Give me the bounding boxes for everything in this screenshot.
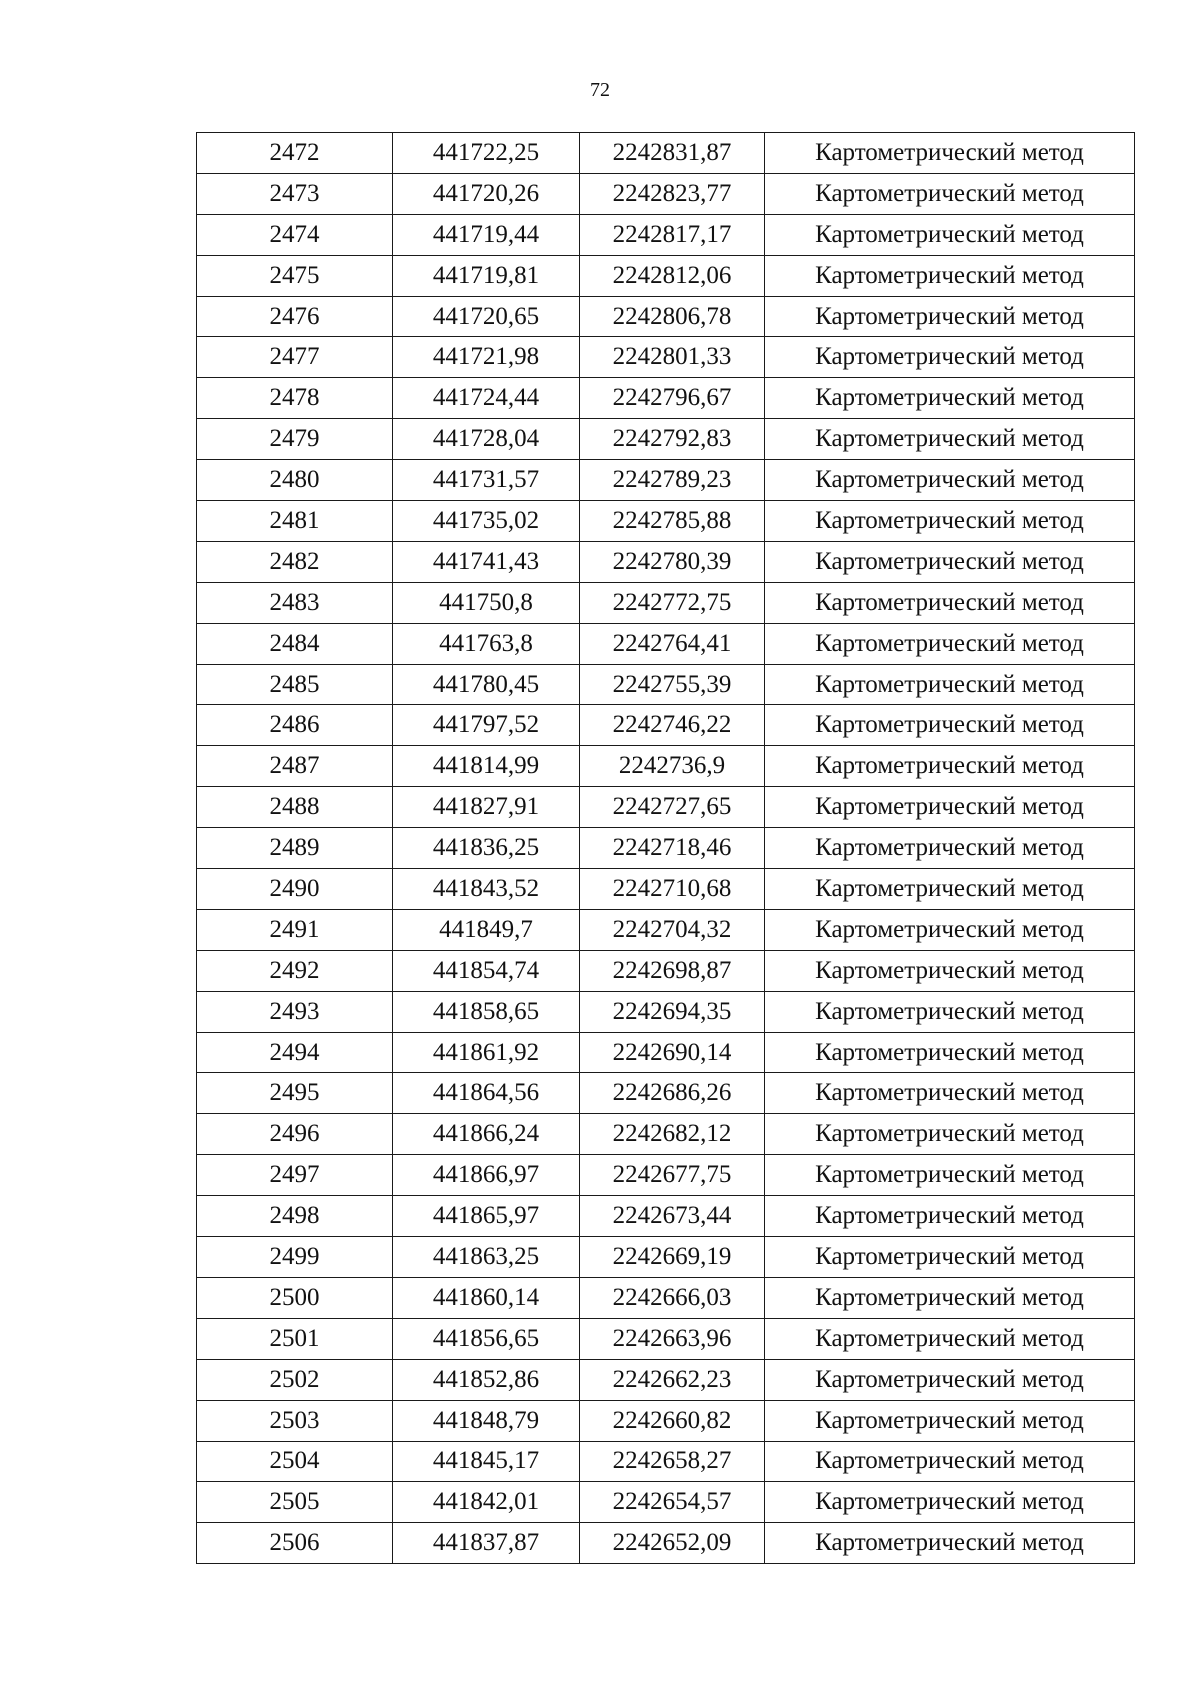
y-coordinate-cell: 2242831,87 [580, 133, 765, 174]
x-coordinate-cell: 441780,45 [393, 664, 580, 705]
table-row [197, 1114, 1135, 1155]
method-cell: Картометрический метод [765, 1400, 1135, 1441]
coordinates-table-body [197, 133, 1135, 1564]
point-number-cell: 2485 [197, 664, 393, 705]
y-coordinate-cell: 2242746,22 [580, 705, 765, 746]
method-cell: Картометрический метод [765, 1237, 1135, 1278]
method-cell: Картометрический метод [765, 1196, 1135, 1237]
y-coordinate-cell: 2242780,39 [580, 541, 765, 582]
method-cell: Картометрический метод [765, 664, 1135, 705]
point-number-cell: 2475 [197, 255, 393, 296]
table-row [197, 1482, 1135, 1523]
table-row [197, 1277, 1135, 1318]
point-number-cell: 2487 [197, 746, 393, 787]
table-row [197, 828, 1135, 869]
y-coordinate-cell: 2242710,68 [580, 869, 765, 910]
method-cell: Картометрический метод [765, 419, 1135, 460]
y-coordinate-cell: 2242652,09 [580, 1523, 765, 1564]
y-coordinate-cell: 2242662,23 [580, 1359, 765, 1400]
y-coordinate-cell: 2242677,75 [580, 1155, 765, 1196]
method-cell: Картометрический метод [765, 746, 1135, 787]
table-row [197, 337, 1135, 378]
table-row [197, 214, 1135, 255]
table-row [197, 173, 1135, 214]
table-row [197, 746, 1135, 787]
y-coordinate-cell: 2242789,23 [580, 460, 765, 501]
point-number-cell: 2493 [197, 991, 393, 1032]
table-row [197, 991, 1135, 1032]
point-number-cell: 2499 [197, 1237, 393, 1278]
coordinates-table [196, 132, 1135, 1564]
x-coordinate-cell: 441724,44 [393, 378, 580, 419]
x-coordinate-cell: 441728,04 [393, 419, 580, 460]
point-number-cell: 2490 [197, 869, 393, 910]
y-coordinate-cell: 2242666,03 [580, 1277, 765, 1318]
point-number-cell: 2479 [197, 419, 393, 460]
point-number-cell: 2500 [197, 1277, 393, 1318]
point-number-cell: 2473 [197, 173, 393, 214]
y-coordinate-cell: 2242796,67 [580, 378, 765, 419]
method-cell: Картометрический метод [765, 705, 1135, 746]
method-cell: Картометрический метод [765, 214, 1135, 255]
point-number-cell: 2492 [197, 950, 393, 991]
point-number-cell: 2497 [197, 1155, 393, 1196]
table-row [197, 1155, 1135, 1196]
y-coordinate-cell: 2242812,06 [580, 255, 765, 296]
y-coordinate-cell: 2242669,19 [580, 1237, 765, 1278]
y-coordinate-cell: 2242690,14 [580, 1032, 765, 1073]
y-coordinate-cell: 2242823,77 [580, 173, 765, 214]
table-row [197, 909, 1135, 950]
x-coordinate-cell: 441849,7 [393, 909, 580, 950]
x-coordinate-cell: 441863,25 [393, 1237, 580, 1278]
point-number-cell: 2506 [197, 1523, 393, 1564]
method-cell: Картометрический метод [765, 1073, 1135, 1114]
x-coordinate-cell: 441856,65 [393, 1318, 580, 1359]
method-cell: Картометрический метод [765, 1482, 1135, 1523]
x-coordinate-cell: 441719,44 [393, 214, 580, 255]
x-coordinate-cell: 441836,25 [393, 828, 580, 869]
table-row [197, 1073, 1135, 1114]
point-number-cell: 2478 [197, 378, 393, 419]
table-row [197, 419, 1135, 460]
method-cell: Картометрический метод [765, 1318, 1135, 1359]
x-coordinate-cell: 441814,99 [393, 746, 580, 787]
method-cell: Картометрический метод [765, 296, 1135, 337]
method-cell: Картометрический метод [765, 582, 1135, 623]
y-coordinate-cell: 2242658,27 [580, 1441, 765, 1482]
table-row [197, 1523, 1135, 1564]
point-number-cell: 2498 [197, 1196, 393, 1237]
point-number-cell: 2496 [197, 1114, 393, 1155]
point-number-cell: 2477 [197, 337, 393, 378]
method-cell: Картометрический метод [765, 1032, 1135, 1073]
point-number-cell: 2491 [197, 909, 393, 950]
method-cell: Картометрический метод [765, 1114, 1135, 1155]
point-number-cell: 2503 [197, 1400, 393, 1441]
method-cell: Картометрический метод [765, 501, 1135, 542]
x-coordinate-cell: 441750,8 [393, 582, 580, 623]
method-cell: Картометрический метод [765, 541, 1135, 582]
y-coordinate-cell: 2242785,88 [580, 501, 765, 542]
x-coordinate-cell: 441848,79 [393, 1400, 580, 1441]
method-cell: Картометрический метод [765, 1155, 1135, 1196]
x-coordinate-cell: 441854,74 [393, 950, 580, 991]
x-coordinate-cell: 441866,24 [393, 1114, 580, 1155]
point-number-cell: 2481 [197, 501, 393, 542]
table-row [197, 787, 1135, 828]
table-row [197, 1032, 1135, 1073]
x-coordinate-cell: 441731,57 [393, 460, 580, 501]
table-row [197, 950, 1135, 991]
x-coordinate-cell: 441720,65 [393, 296, 580, 337]
point-number-cell: 2489 [197, 828, 393, 869]
method-cell: Картометрический метод [765, 1277, 1135, 1318]
method-cell: Картометрический метод [765, 1523, 1135, 1564]
point-number-cell: 2501 [197, 1318, 393, 1359]
table-row [197, 1441, 1135, 1482]
y-coordinate-cell: 2242698,87 [580, 950, 765, 991]
x-coordinate-cell: 441842,01 [393, 1482, 580, 1523]
point-number-cell: 2486 [197, 705, 393, 746]
method-cell: Картометрический метод [765, 1441, 1135, 1482]
y-coordinate-cell: 2242801,33 [580, 337, 765, 378]
point-number-cell: 2476 [197, 296, 393, 337]
point-number-cell: 2504 [197, 1441, 393, 1482]
point-number-cell: 2483 [197, 582, 393, 623]
table-row [197, 501, 1135, 542]
method-cell: Картометрический метод [765, 460, 1135, 501]
x-coordinate-cell: 441837,87 [393, 1523, 580, 1564]
x-coordinate-cell: 441827,91 [393, 787, 580, 828]
table-row [197, 133, 1135, 174]
point-number-cell: 2474 [197, 214, 393, 255]
y-coordinate-cell: 2242663,96 [580, 1318, 765, 1359]
y-coordinate-cell: 2242792,83 [580, 419, 765, 460]
x-coordinate-cell: 441865,97 [393, 1196, 580, 1237]
y-coordinate-cell: 2242727,65 [580, 787, 765, 828]
method-cell: Картометрический метод [765, 991, 1135, 1032]
x-coordinate-cell: 441720,26 [393, 173, 580, 214]
x-coordinate-cell: 441719,81 [393, 255, 580, 296]
point-number-cell: 2495 [197, 1073, 393, 1114]
table-row [197, 1196, 1135, 1237]
x-coordinate-cell: 441852,86 [393, 1359, 580, 1400]
y-coordinate-cell: 2242736,9 [580, 746, 765, 787]
y-coordinate-cell: 2242806,78 [580, 296, 765, 337]
x-coordinate-cell: 441735,02 [393, 501, 580, 542]
table-row [197, 582, 1135, 623]
method-cell: Картометрический метод [765, 869, 1135, 910]
y-coordinate-cell: 2242660,82 [580, 1400, 765, 1441]
method-cell: Картометрический метод [765, 173, 1135, 214]
method-cell: Картометрический метод [765, 950, 1135, 991]
method-cell: Картометрический метод [765, 255, 1135, 296]
y-coordinate-cell: 2242772,75 [580, 582, 765, 623]
point-number-cell: 2480 [197, 460, 393, 501]
method-cell: Картометрический метод [765, 623, 1135, 664]
y-coordinate-cell: 2242817,17 [580, 214, 765, 255]
table-row [197, 664, 1135, 705]
table-row [197, 460, 1135, 501]
y-coordinate-cell: 2242682,12 [580, 1114, 765, 1155]
method-cell: Картометрический метод [765, 787, 1135, 828]
page-number: 72 [590, 79, 610, 101]
table-row [197, 1318, 1135, 1359]
y-coordinate-cell: 2242654,57 [580, 1482, 765, 1523]
x-coordinate-cell: 441797,52 [393, 705, 580, 746]
method-cell: Картометрический метод [765, 378, 1135, 419]
method-cell: Картометрический метод [765, 828, 1135, 869]
y-coordinate-cell: 2242694,35 [580, 991, 765, 1032]
y-coordinate-cell: 2242755,39 [580, 664, 765, 705]
x-coordinate-cell: 441741,43 [393, 541, 580, 582]
method-cell: Картометрический метод [765, 133, 1135, 174]
y-coordinate-cell: 2242764,41 [580, 623, 765, 664]
x-coordinate-cell: 441866,97 [393, 1155, 580, 1196]
x-coordinate-cell: 441843,52 [393, 869, 580, 910]
point-number-cell: 2472 [197, 133, 393, 174]
table-row [197, 541, 1135, 582]
y-coordinate-cell: 2242686,26 [580, 1073, 765, 1114]
y-coordinate-cell: 2242673,44 [580, 1196, 765, 1237]
method-cell: Картометрический метод [765, 909, 1135, 950]
x-coordinate-cell: 441845,17 [393, 1441, 580, 1482]
point-number-cell: 2484 [197, 623, 393, 664]
point-number-cell: 2494 [197, 1032, 393, 1073]
x-coordinate-cell: 441858,65 [393, 991, 580, 1032]
table-row [197, 869, 1135, 910]
point-number-cell: 2488 [197, 787, 393, 828]
x-coordinate-cell: 441860,14 [393, 1277, 580, 1318]
x-coordinate-cell: 441861,92 [393, 1032, 580, 1073]
table-row [197, 1237, 1135, 1278]
table-row [197, 1359, 1135, 1400]
table-row [197, 623, 1135, 664]
x-coordinate-cell: 441763,8 [393, 623, 580, 664]
point-number-cell: 2505 [197, 1482, 393, 1523]
point-number-cell: 2502 [197, 1359, 393, 1400]
x-coordinate-cell: 441722,25 [393, 133, 580, 174]
y-coordinate-cell: 2242718,46 [580, 828, 765, 869]
point-number-cell: 2482 [197, 541, 393, 582]
table-row [197, 378, 1135, 419]
table-row [197, 705, 1135, 746]
table-row [197, 1400, 1135, 1441]
method-cell: Картометрический метод [765, 1359, 1135, 1400]
x-coordinate-cell: 441864,56 [393, 1073, 580, 1114]
x-coordinate-cell: 441721,98 [393, 337, 580, 378]
method-cell: Картометрический метод [765, 337, 1135, 378]
table-row [197, 255, 1135, 296]
y-coordinate-cell: 2242704,32 [580, 909, 765, 950]
table-row [197, 296, 1135, 337]
